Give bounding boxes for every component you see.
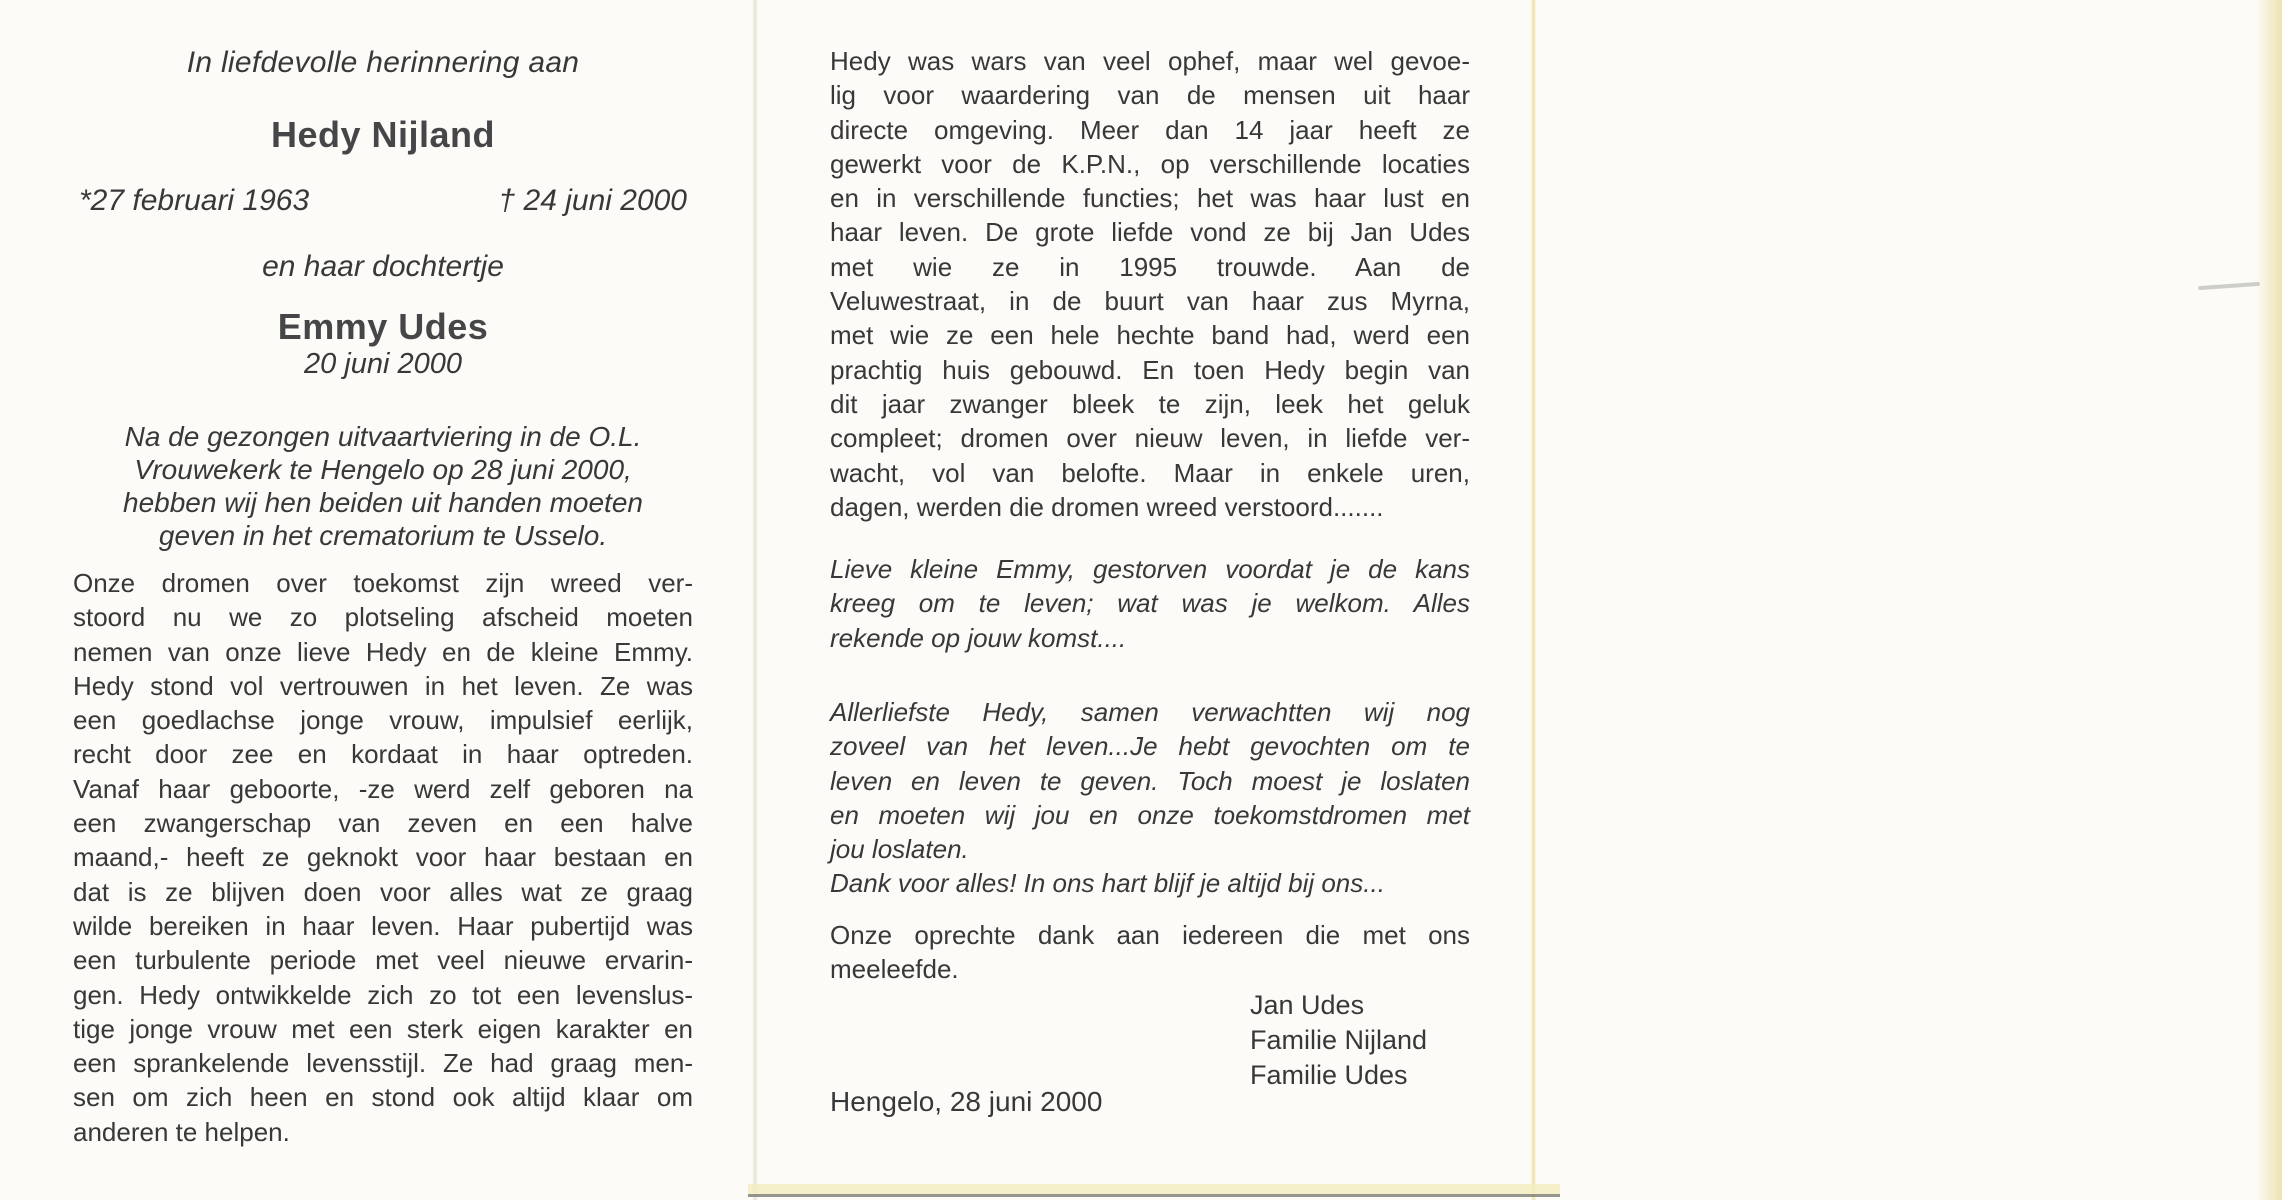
text-line: Jan Udes [1250,990,1365,1020]
text-line: Onze dromen over toekomst zijn wreed ver- [73,568,693,598]
right-panel [1470,0,2282,1200]
life-dates-row [73,184,693,218]
thanks-paragraph [830,918,1470,987]
fold-crease-left [752,0,758,1200]
text-line: sen om zich heen en stond ook altijd klaar om [73,1082,693,1113]
text-line: geven in het crematorium te Usselo. [158,520,608,551]
text-line: lig voor waardering van de mensen uit haar [830,80,1470,111]
text-line: Familie Nijland [1250,1025,1428,1055]
text-line: maand,- heeft ze geknokt voor haar bestaan en [73,842,693,873]
text-line: en in verschillende functies; het was haar lust en [830,183,1470,214]
text-line: prachtig huis gebouwd. En toen Hedy begin van [830,354,1470,385]
text-line: dagen, werden die dromen wreed verstoord....... [830,491,1384,522]
hedy-tribute-closing [830,866,1470,900]
deceased-name-hedy: Hedy Nijland [270,114,496,155]
text-line: gewerkt voor de K.P.N., op verschillende locaties [830,148,1470,179]
text-line: nemen van onze lieve Hedy en de kleine Emmy. [73,636,693,667]
text-line: leven en leven te geven. Toch moest je loslaten [830,765,1470,796]
middle-panel [830,0,1470,1200]
place-and-date: Hengelo, 28 juni 2000 [830,1086,1103,1117]
text-line: zoveel van het leven...Je hebt gevochten om te [830,731,1470,762]
text-line: een turbulente periode met veel nieuwe ervarin- [73,945,693,976]
text-line: gen. Hedy ontwikkelde zich zo tot een levenslus- [73,979,693,1010]
funeral-announcement [73,420,693,552]
life-story-paragraph [830,44,1470,524]
biography-paragraph [73,566,693,1149]
deceased-name-emmy: Emmy Udes [277,306,489,347]
death-date: † 24 juni 2000 [498,184,687,217]
text-line: tige jonge vrouw met een sterk eigen karakter en [73,1013,693,1044]
text-line: hebben wij hen beiden uit handen moeten [123,487,643,518]
bottom-edge-tint [748,1184,1560,1194]
emmy-tribute [830,552,1470,655]
daughter-intro: en haar dochtertje [262,250,504,283]
birth-date: *27 februari 1963 [79,184,310,217]
left-panel [73,0,693,1200]
emmy-date: 20 juni 2000 [303,348,463,380]
card-right-edge [2256,0,2282,1200]
bottom-edge-line [748,1194,1560,1197]
text-line: compleet; dromen over nieuw leven, in liefde ver- [830,423,1470,454]
signatures-list [1250,988,1427,1093]
text-line: stoord nu we zo plotseling afscheid moeten [73,602,693,633]
text-line: directe omgeving. Meer dan 14 jaar heeft ze [830,114,1470,145]
fold-crease-center [1531,0,1536,1200]
text-line: jou loslaten. [830,834,969,865]
text-line: Familie Udes [1250,1060,1408,1090]
text-line: wacht, vol van belofte. Maar in enkele uren, [830,457,1470,488]
hedy-tribute [830,695,1470,866]
text-line: Vanaf haar geboorte, -ze werd zelf geboren na [73,773,693,804]
text-line: dit jaar zwanger bleek te zijn, leek het geluk [830,388,1470,419]
text-line: een zwangerschap van zeven en een halve [73,808,693,839]
text-line: wilde bereiken in haar leven. Haar pubertijd was [73,910,693,941]
text-line: kreeg om te leven; wat was je welkom. Alles [830,588,1470,619]
text-line: Dank voor alles! In ons hart blijf je altijd bij ons... [830,868,1385,898]
text-line: Veluwestraat, in de buurt van haar zus Myrna, [830,286,1470,317]
text-line: meeleefde. [830,954,959,985]
text-line: recht door zee en kordaat in haar optreden. [73,739,693,770]
text-line: met wie ze in 1995 trouwde. Aan de [830,251,1470,282]
text-line: Onze oprechte dank aan iedereen die met ons [830,920,1470,950]
text-line: haar leven. De grote liefde vond ze bij Jan Udes [830,217,1470,248]
text-line: Hedy was wars van veel ophef, maar wel gevoe- [830,46,1470,76]
text-line: Vrouwekerk te Hengelo op 28 juni 2000, [134,454,632,485]
text-line: en moeten wij jou en onze toekomstdromen met [830,799,1470,830]
text-line: Allerliefste Hedy, samen verwachtten wij nog [830,697,1470,727]
text-line: dat is ze blijven doen voor alles wat ze graag [73,876,693,907]
text-line: met wie ze een hele hechte band had, werd een [830,320,1470,351]
text-line: een sprankelende levensstijl. Ze had graag men- [73,1048,693,1079]
text-line: Hedy stond vol vertrouwen in het leven. Ze was [73,670,693,701]
text-line: een goedlachse jonge vrouw, impulsief eerlijk, [73,705,693,736]
intro-line: In liefdevolle herinnering aan [186,46,580,79]
text-line: anderen te helpen. [73,1116,290,1147]
text-line: Lieve kleine Emmy, gestorven voordat je de kans [830,554,1470,584]
text-line: Na de gezongen uitvaartviering in de O.L. [124,421,642,452]
text-line: rekende op jouw komst.... [830,622,1127,653]
